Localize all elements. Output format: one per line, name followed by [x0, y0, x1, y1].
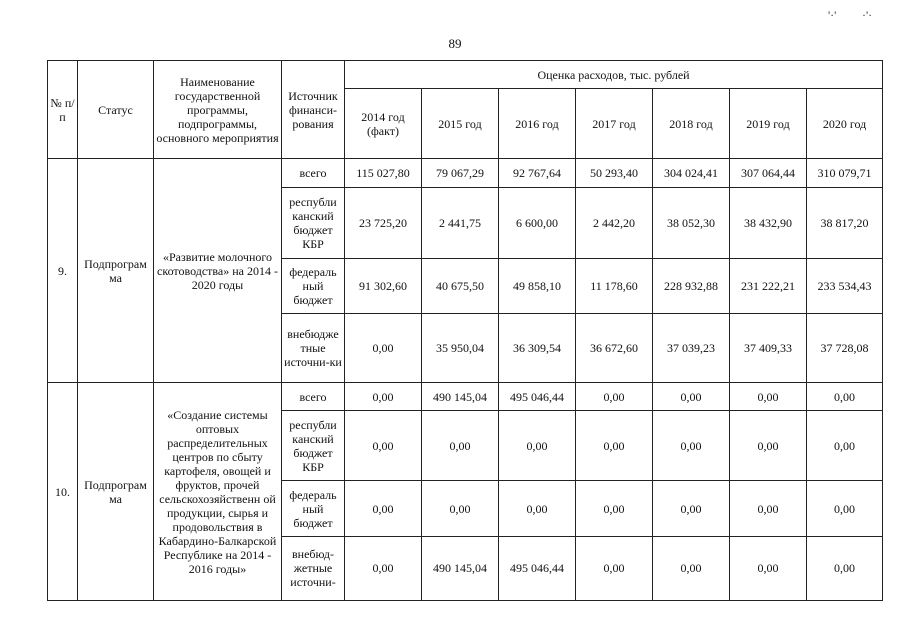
source-label: всего: [282, 383, 345, 411]
header-year: 2015 год: [422, 89, 499, 159]
value-cell: 91 302,60: [345, 258, 422, 313]
value-cell: 0,00: [345, 313, 422, 382]
value-cell: 0,00: [576, 411, 653, 481]
value-cell: 0,00: [730, 481, 807, 536]
value-cell: 38 432,90: [730, 188, 807, 258]
scan-mark-left: '·': [828, 8, 837, 22]
value-cell: 0,00: [499, 411, 576, 481]
value-cell: 0,00: [807, 411, 883, 481]
header-year: 2019 год: [730, 89, 807, 159]
value-cell: 38 052,30: [653, 188, 730, 258]
header-year: 2018 год: [653, 89, 730, 159]
source-label: внебюдже тные источни-ки: [282, 313, 345, 382]
row-program-name: «Создание системы оптовых распределительных центров по сбыту картофеля, овощей и фруктов, прочей сельскохозяйственн ой продукции, сырья и продовольствия в Кабардино-Балкарской Республике на 2014 - 2016 годы»: [154, 383, 282, 601]
value-cell: 37 409,33: [730, 313, 807, 382]
header-year: 2014 год (факт): [345, 89, 422, 159]
value-cell: 0,00: [653, 411, 730, 481]
value-cell: 36 309,54: [499, 313, 576, 382]
scan-mark-right: ·'·: [862, 8, 873, 22]
value-cell: 0,00: [653, 536, 730, 600]
header-source: Источник финанси-рования: [282, 61, 345, 159]
value-cell: 79 067,29: [422, 159, 499, 188]
value-cell: 228 932,88: [653, 258, 730, 313]
row-number: 10.: [48, 383, 78, 601]
header-year: 2016 год: [499, 89, 576, 159]
header-status: Статус: [78, 61, 154, 159]
value-cell: 36 672,60: [576, 313, 653, 382]
header-name: Наименование государственной программы, подпрограммы, основного мероприятия: [154, 61, 282, 159]
value-cell: 495 046,44: [499, 536, 576, 600]
value-cell: 38 817,20: [807, 188, 883, 258]
value-cell: 0,00: [807, 383, 883, 411]
value-cell: 0,00: [576, 536, 653, 600]
value-cell: 23 725,20: [345, 188, 422, 258]
value-cell: 2 442,20: [576, 188, 653, 258]
budget-table: [47, 60, 883, 601]
value-cell: 0,00: [499, 481, 576, 536]
value-cell: 115 027,80: [345, 159, 422, 188]
value-cell: 0,00: [807, 536, 883, 600]
value-cell: 92 767,64: [499, 159, 576, 188]
source-label: всего: [282, 159, 345, 188]
source-label: федераль ный бюджет: [282, 481, 345, 536]
row-status: Подпрограм ма: [78, 159, 154, 383]
value-cell: 231 222,21: [730, 258, 807, 313]
value-cell: 233 534,43: [807, 258, 883, 313]
value-cell: 0,00: [345, 536, 422, 600]
header-num: № п/п: [48, 61, 78, 159]
header-expense-group: Оценка расходов, тыс. рублей: [345, 61, 883, 89]
value-cell: 40 675,50: [422, 258, 499, 313]
value-cell: 0,00: [730, 383, 807, 411]
source-label: внебюд-жетные источни-: [282, 536, 345, 600]
value-cell: 37 728,08: [807, 313, 883, 382]
row-program-name: «Развитие молочного скотоводства» на 2014 - 2020 годы: [154, 159, 282, 383]
table-row: [48, 383, 883, 411]
value-cell: 11 178,60: [576, 258, 653, 313]
value-cell: 304 024,41: [653, 159, 730, 188]
value-cell: 307 064,44: [730, 159, 807, 188]
value-cell: 0,00: [576, 383, 653, 411]
value-cell: 0,00: [422, 481, 499, 536]
table-row: [48, 159, 883, 188]
value-cell: 2 441,75: [422, 188, 499, 258]
value-cell: 490 145,04: [422, 383, 499, 411]
value-cell: 310 079,71: [807, 159, 883, 188]
value-cell: 0,00: [730, 536, 807, 600]
value-cell: 50 293,40: [576, 159, 653, 188]
source-label: республи канский бюджет КБР: [282, 188, 345, 258]
value-cell: 0,00: [653, 383, 730, 411]
header-row-1: [48, 61, 883, 89]
header-year: 2020 год: [807, 89, 883, 159]
value-cell: 0,00: [807, 481, 883, 536]
source-label: федераль ный бюджет: [282, 258, 345, 313]
value-cell: 490 145,04: [422, 536, 499, 600]
value-cell: 0,00: [576, 481, 653, 536]
value-cell: 49 858,10: [499, 258, 576, 313]
value-cell: 0,00: [345, 411, 422, 481]
value-cell: 0,00: [730, 411, 807, 481]
row-status: Подпрограм ма: [78, 383, 154, 601]
header-year: 2017 год: [576, 89, 653, 159]
page-number: 89: [448, 36, 462, 51]
value-cell: 0,00: [345, 383, 422, 411]
value-cell: 35 950,04: [422, 313, 499, 382]
value-cell: 37 039,23: [653, 313, 730, 382]
value-cell: 0,00: [422, 411, 499, 481]
value-cell: 495 046,44: [499, 383, 576, 411]
value-cell: 0,00: [345, 481, 422, 536]
value-cell: 0,00: [653, 481, 730, 536]
row-number: 9.: [48, 159, 78, 383]
value-cell: 6 600,00: [499, 188, 576, 258]
source-label: республи канский бюджет КБР: [282, 411, 345, 481]
